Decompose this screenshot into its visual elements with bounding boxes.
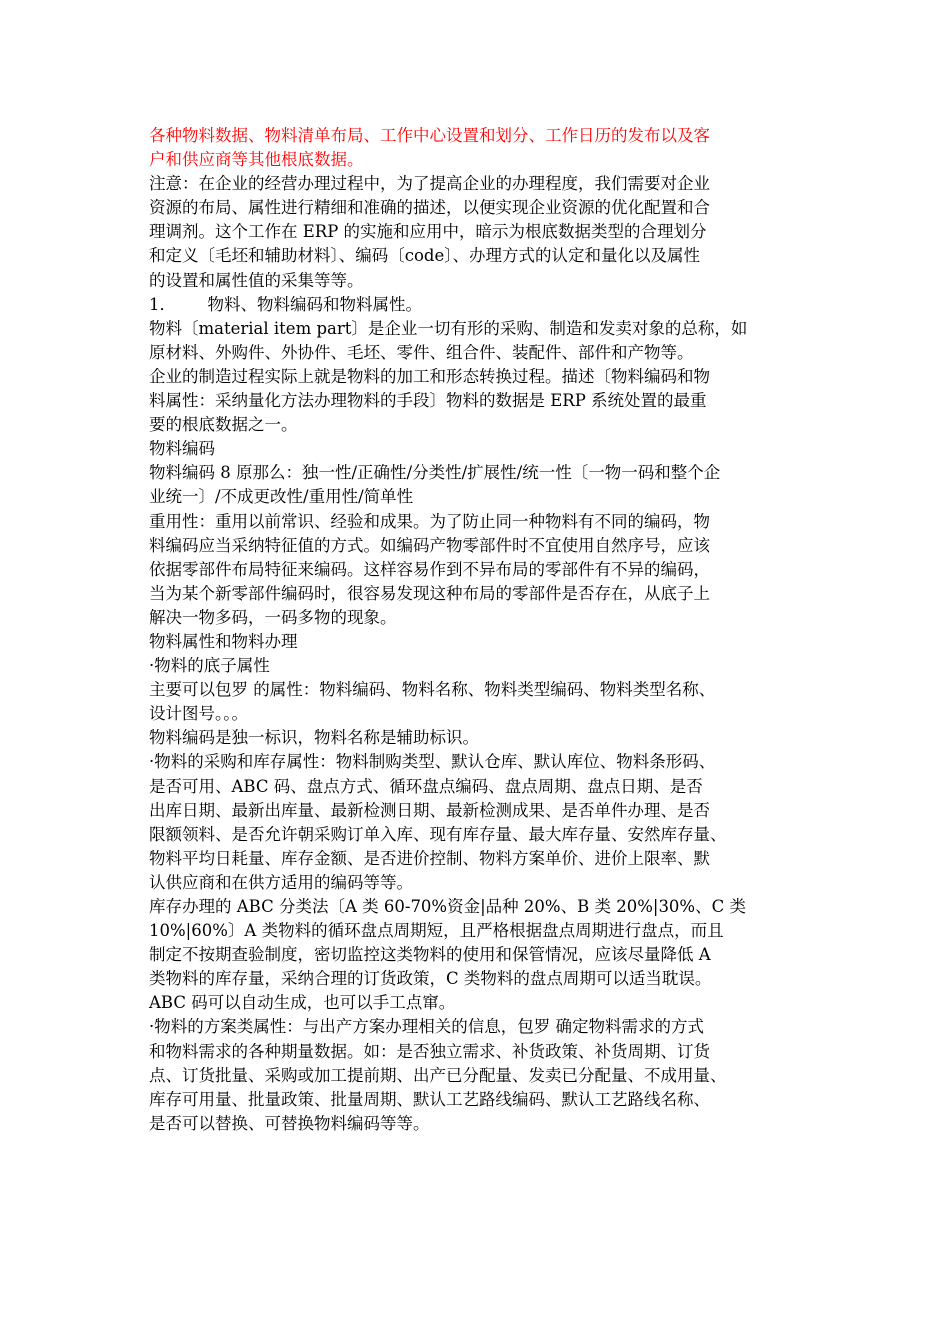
- text-line: 物料属性和物料办理: [149, 631, 298, 651]
- text-line: 物料编码 8 原那么：独一性/正确性/分类性/扩展性/统一性〔一物一码和整个企: [149, 463, 721, 483]
- text-line: 点、订货批量、采购或加工提前期、出产已分配量、发卖已分配量、不成用量、: [149, 1065, 727, 1085]
- text-line: 是否可以替换、可替换物料编码等等。: [149, 1113, 430, 1133]
- text-line: 类物料的库存量，采纳合理的订货政策，C 类物料的盘点周期可以适当耽误。: [149, 969, 712, 989]
- text-line: 10%|60%〕A 类物料的循环盘点周期短，且严格根据盘点周期进行盘点，而且: [149, 921, 724, 941]
- text-line: 的设置和属性值的采集等等。: [149, 270, 364, 290]
- text-line: 理调剂。这个工作在 ERP 的实施和应用中，暗示为根底数据类型的合理划分: [149, 222, 707, 242]
- text-line: 依据零部件布局特征来编码。这样容易作到不异布局的零部件有不异的编码，: [149, 559, 710, 579]
- text-line: 制定不按期查验制度，密切监控这类物料的使用和保管情况，应该尽量降低 A: [149, 945, 711, 965]
- text-line: 资源的布局、属性进行精细和准确的描述，以便实现企业资源的优化配置和合: [149, 198, 710, 218]
- text-line: 是否可用、ABC 码、盘点方式、循环盘点编码、盘点周期、盘点日期、是否: [149, 776, 703, 796]
- text-line: ·物料的方案类属性：与出产方案办理相关的信息，包罗 确定物料需求的方式: [149, 1017, 704, 1037]
- text-line: ABC 码可以自动生成，也可以手工点窜。: [149, 993, 456, 1013]
- text-line: 和定义〔毛坯和辅助材料〕、编码〔code〕、办理方式的认定和量化以及属性: [149, 246, 701, 266]
- text-line: 库存可用量、批量政策、批量周期、默认工艺路线编码、默认工艺路线名称、: [149, 1089, 710, 1109]
- text-line: ·物料的底子属性: [149, 656, 270, 676]
- text-line: ·物料的采购和库存属性：物料制购类型、默认仓库、默认库位、物料条形码、: [149, 752, 716, 772]
- text-line: 主要可以包罗 的属性：物料编码、物料名称、物料类型编码、物料类型名称、: [149, 680, 716, 700]
- text-line: 注意：在企业的经营办理过程中，为了提高企业的办理程度，我们需要对企业: [149, 174, 710, 194]
- text-line: 企业的制造过程实际上就是物料的加工和形态转换过程。描述〔物料编码和物: [149, 366, 710, 386]
- text-line: 物料编码是独一标识，物料名称是辅助标识。: [149, 728, 479, 748]
- text-line: 要的根底数据之一。: [149, 415, 298, 435]
- text-line: 料属性：采纳量化方法办理物料的手段〕物料的数据是 ERP 系统处置的最重: [149, 391, 707, 411]
- text-line: 物料平均日耗量、库存金额、是否进价控制、物料方案单价、进价上限率、默: [149, 848, 710, 868]
- text-line: 和物料需求的各种期量数据。如：是否独立需求、补货政策、补货周期、订货: [149, 1041, 710, 1061]
- text-line: 1． 物料、物料编码和物料属性。: [149, 294, 422, 314]
- text-line: 料编码应当采纳特征值的方式。如编码产物零部件时不宜使用自然序号，应该: [149, 535, 710, 555]
- text-line: 物料编码: [149, 439, 215, 459]
- text-line: 设计图号。。。: [149, 704, 248, 724]
- text-line: 户和供应商等其他根底数据。: [149, 150, 364, 170]
- text-line: 库存办理的 ABC 分类法〔A 类 60-70%资金|品种 20%、B 类 20%|30%、C 类: [149, 897, 746, 916]
- text-line: 出库日期、最新出库量、最新检测日期、最新检测成果、是否单件办理、是否: [149, 800, 710, 820]
- text-line: 各种物料数据、物料清单布局、工作中心设置和划分、工作日历的发布以及客: [149, 126, 710, 145]
- text-line: 物料〔material item part〕是企业一切有形的采购、制造和发卖对象的总称，如: [149, 318, 748, 338]
- text-line: 限额领料、是否允许朝采购订单入库、现有库存量、最大库存量、安然库存量、: [149, 824, 727, 844]
- document-body: [149, 124, 819, 1136]
- text-line: 认供应商和在供方适用的编码等等。: [149, 872, 413, 892]
- text-line: 当为某个新零部件编码时，很容易发现这种布局的零部件是否存在，从底子上: [149, 583, 710, 603]
- text-line: 业统一〕/不成更改性/重用性/简单性: [149, 487, 414, 507]
- text-line: 原材料、外购件、外协件、毛坯、零件、组合件、装配件、部件和产物等。: [149, 342, 694, 362]
- text-line: 解决一物多码，一码多物的现象。: [149, 607, 397, 627]
- text-line: 重用性：重用以前常识、经验和成果。为了防止同一种物料有不同的编码，物: [149, 511, 710, 531]
